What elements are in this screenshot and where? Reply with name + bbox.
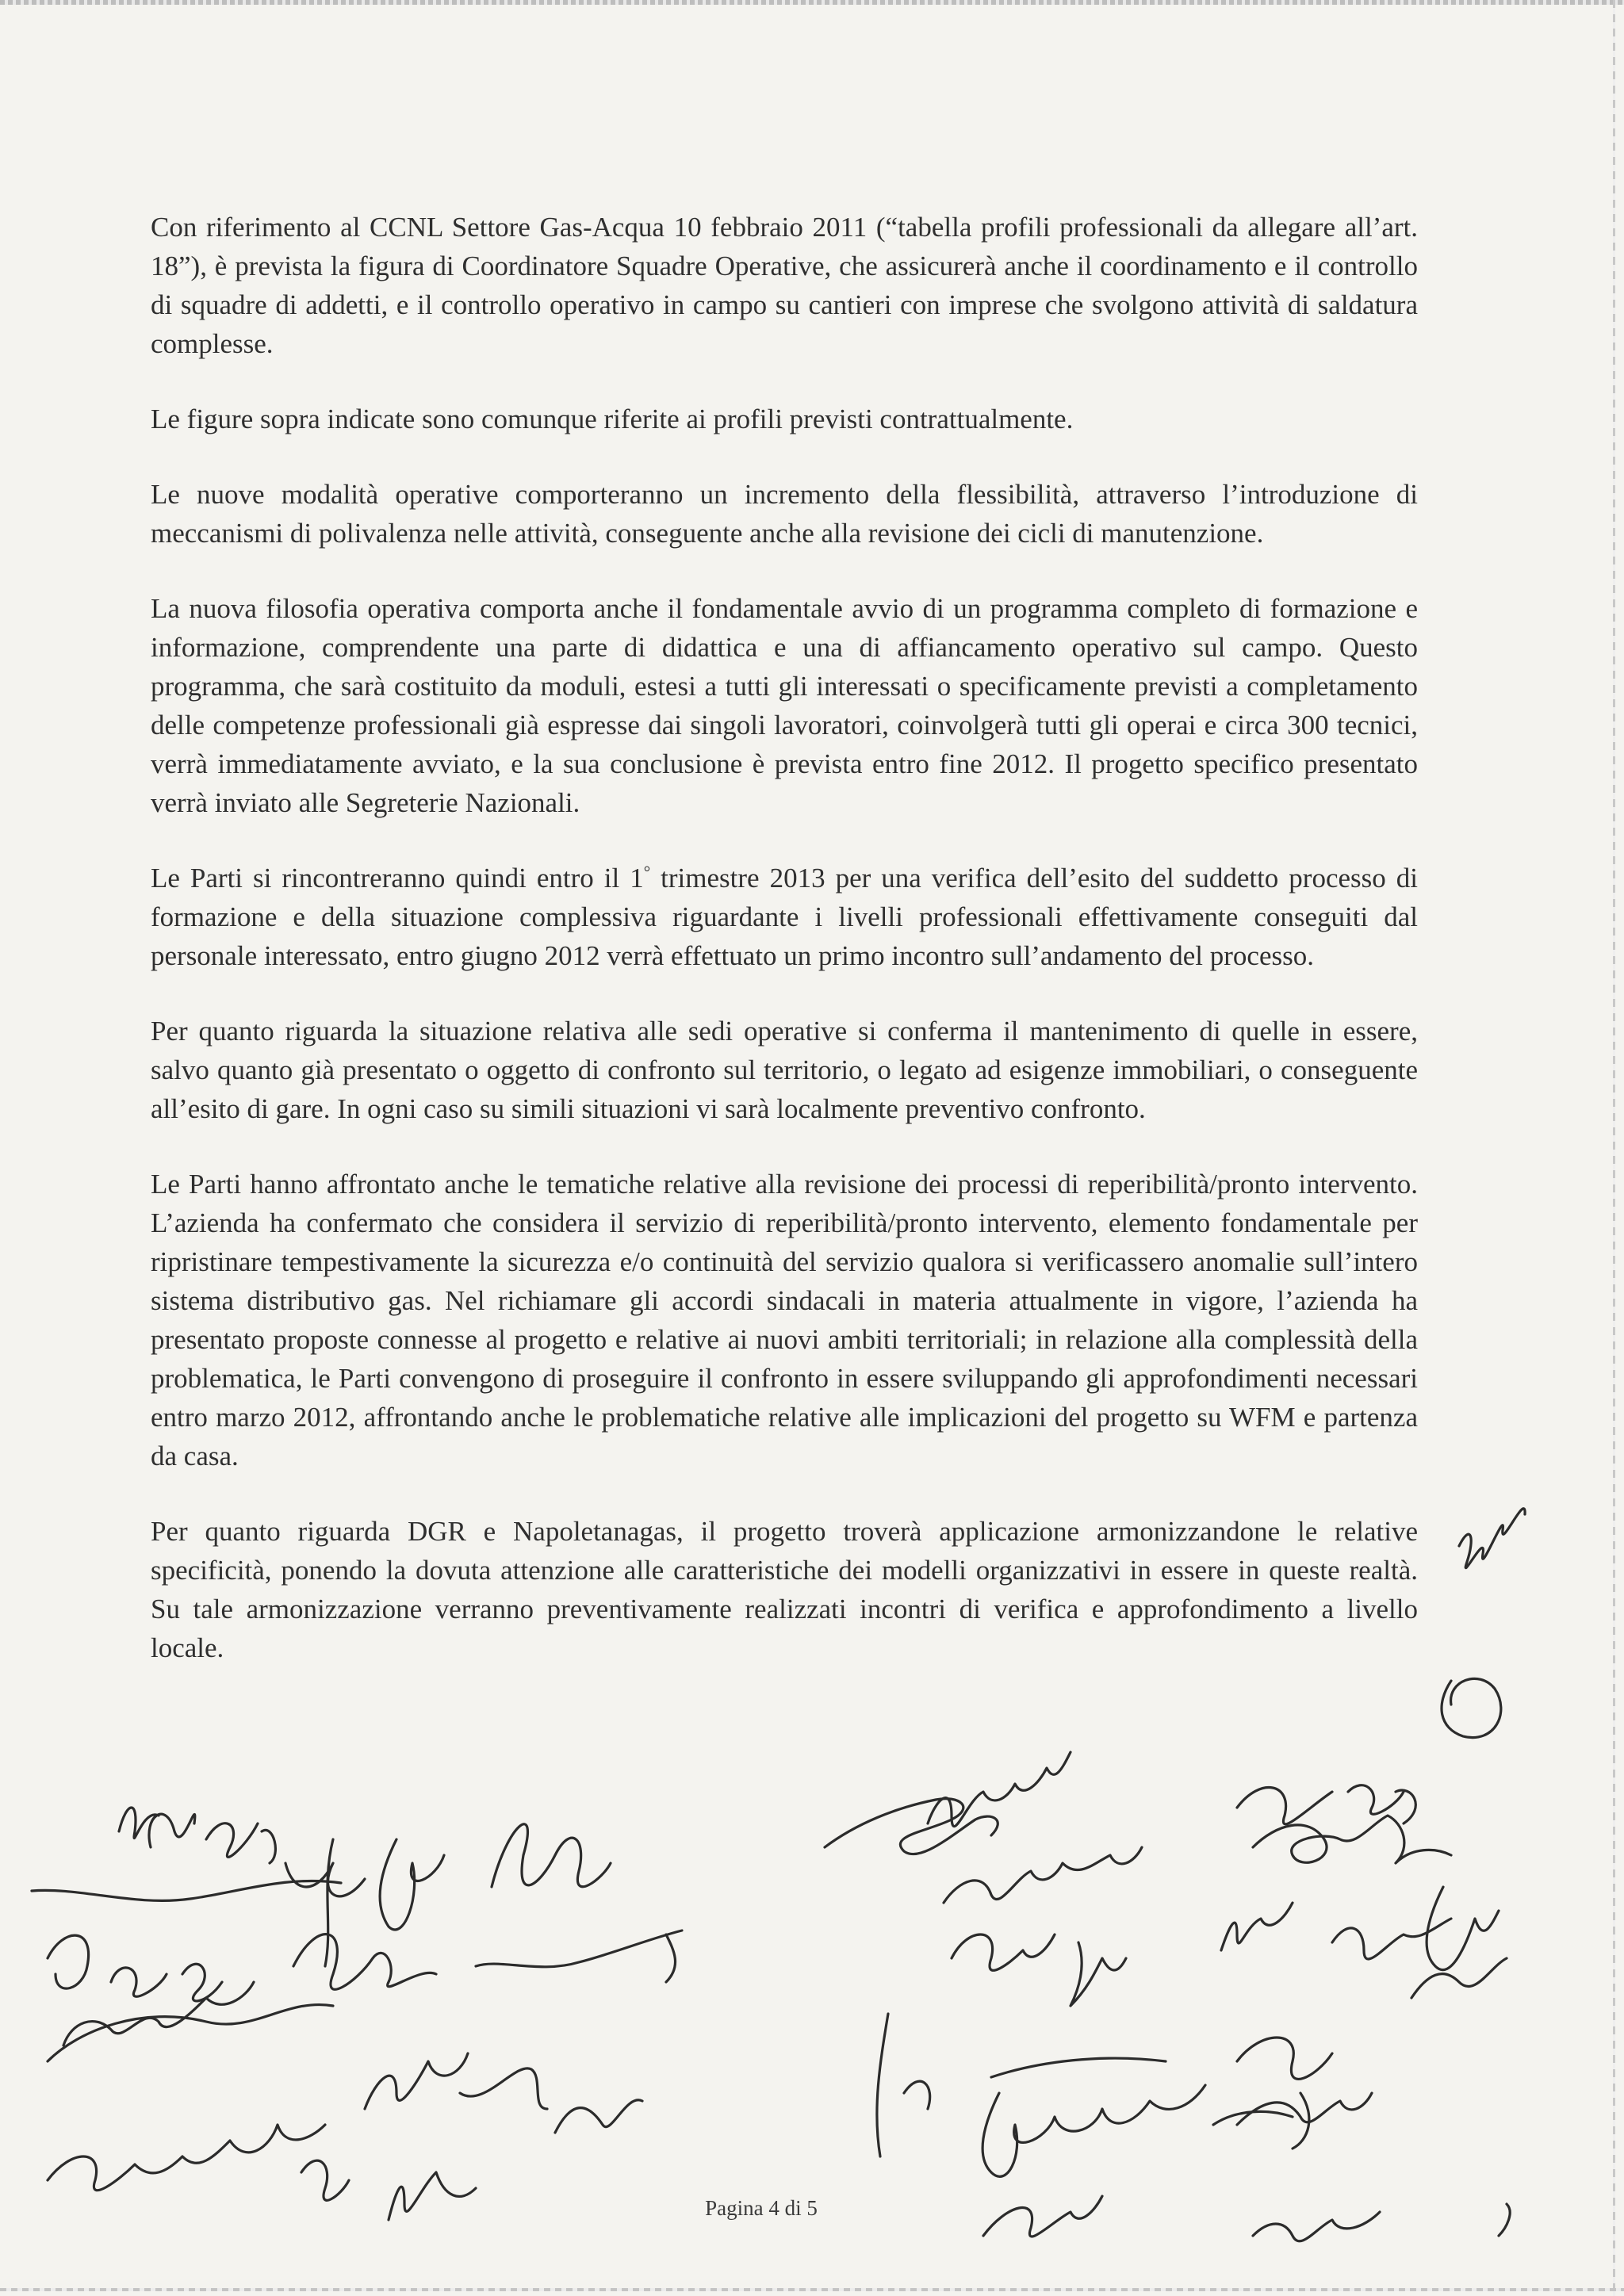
signature-left-9 (389, 2172, 476, 2220)
signature-left-3 (380, 1824, 611, 1930)
document-body (151, 208, 1418, 1704)
signature-left-2 (32, 1839, 365, 1966)
signature-middle-5 (877, 2014, 930, 2156)
signature-middle-2 (928, 1752, 1071, 1827)
signature-left-7 (365, 2053, 642, 2133)
paragraph-verifica-trimestre (151, 859, 1418, 975)
signature-right-2 (1253, 1816, 1451, 1863)
signature-right-1 (1237, 1785, 1415, 1824)
signature-middle-4 (952, 1934, 1126, 2006)
signature-left-4 (48, 1935, 222, 2001)
signature-right-6 (983, 2196, 1510, 2241)
paragraph-figure-profili: Le figure sopra indicate sono comunque riferite ai profili previsti contrattualmente. (151, 404, 1074, 434)
signature-right-5 (1237, 2093, 1372, 2149)
signature-middle-1 (825, 1799, 998, 1854)
paragraph-verifica-end: trimestre 2013 per una verifica dell’esito del suddetto processo di formazione e della situazione complessiva riguardante i livelli professionali effettivamente conseguiti dal personale interessato, entro giugno 2012 verrà effettuato un primo incontro sull’andamento del processo. (151, 863, 1418, 971)
signature-left-1 (119, 1808, 275, 1863)
paragraph-modalita-operative: Le nuove modalità operative comporteranno un incremento della flessibilità, attraverso l’introduzione di meccanismi di polivalenza nelle attività, conseguente anche alla revisione dei cicli di manutenzione. (151, 479, 1418, 549)
signature-left-6 (48, 1982, 333, 2061)
scan-edge-bottom (0, 2288, 1624, 2291)
signature-left-5 (293, 1931, 682, 1989)
scan-edge-right (1613, 0, 1615, 2296)
signature-left-8 (48, 2125, 349, 2200)
paragraph-coordinatore: Con riferimento al CCNL Settore Gas-Acqua 10 febbraio 2011 (“tabella profili professionali da allegare all’art. 18”), è prevista la figura di Coordinatore Squadre Operative, che assicurerà anche il coordinamento e il controllo di squadre di addetti, e il controllo operativo in campo su cantieri con imprese che svolgono attività di saldatura complesse. (151, 212, 1418, 359)
signature-middle-3 (944, 1847, 1142, 1903)
paragraph-verifica-start: Le Parti si rincontreranno quindi entro il 1 (151, 863, 644, 894)
paragraph-dgr-napoletanagas: Per quanto riguarda DGR e Napoletanagas, il progetto troverà applicazione armonizzandone le relative specificità, ponendo la dovuta attenzione alle caratteristiche dei modelli organizzativi in essere in queste realtà. Su tale armonizzazione verranno preventivamente realizzati incontri di verifica e approfondimento a livello locale. (151, 1516, 1418, 1663)
paragraph-reperibilita: Le Parti hanno affrontato anche le tematiche relative alla revisione dei processi di reperibilità/pronto intervento. L’azienda ha confermato che considera il servizio di reperibilità/pronto intervento, elemento fondamentale per ripristinare tempestivamente la sicurezza e/o continuità del servizio qualora si verificassero anomalie sull’intero sistema distributivo gas. Nel richiamare gli accordi sindacali in materia attualmente in vigore, l’azienda ha presentato proposte connesse al progetto e relative ai nuovi ambiti territoriali; in relazione alla complessità della problematica, le Parti convengono di proseguire il confronto in essere sviluppando gli approfondimenti necessari entro marzo 2012, affrontando anche le problematiche relative alle implicazioni del progetto su WFM e partenza da casa. (151, 1169, 1418, 1471)
signature-right-3 (1221, 1903, 1451, 1959)
signature-right-4 (1411, 1887, 1507, 1998)
paragraph-sedi-operative: Per quanto riguarda la situazione relativa alle sedi operative si conferma il mantenimento di quelle in essere, salvo quanto già presentato o oggetto di confronto sul territorio, o legato ad esigenze immobiliari, o conseguente all’esito di gare. In ogni caso su simili situazioni vi sarà localmente preventivo confronto. (151, 1016, 1418, 1124)
signature-middle-6 (982, 2058, 1205, 2176)
ordinal-degree-sign: ° (643, 862, 651, 882)
margin-initials-signature (1442, 1509, 1525, 1738)
scan-edge-top (0, 0, 1624, 5)
signature-middle-7 (1213, 2038, 1332, 2125)
page-number: Pagina 4 di 5 (705, 2196, 818, 2220)
paragraph-formazione: La nuova filosofia operativa comporta anche il fondamentale avvio di un programma completo di formazione e informazione, comprendente una parte di didattica e una di affiancamento operativo sul campo. Questo programma, che sarà costituito da moduli, estesi a tutti gli interessati o specificamente previsti a completamento delle competenze professionali già espresse dai singoli lavoratori, coinvolgerà tutti gli operai e circa 300 tecnici, verrà immediatamente avviato, e la sua conclusione è prevista entro fine 2012. Il progetto specifico presentato verrà inviato alle Segreterie Nazionali. (151, 593, 1418, 818)
